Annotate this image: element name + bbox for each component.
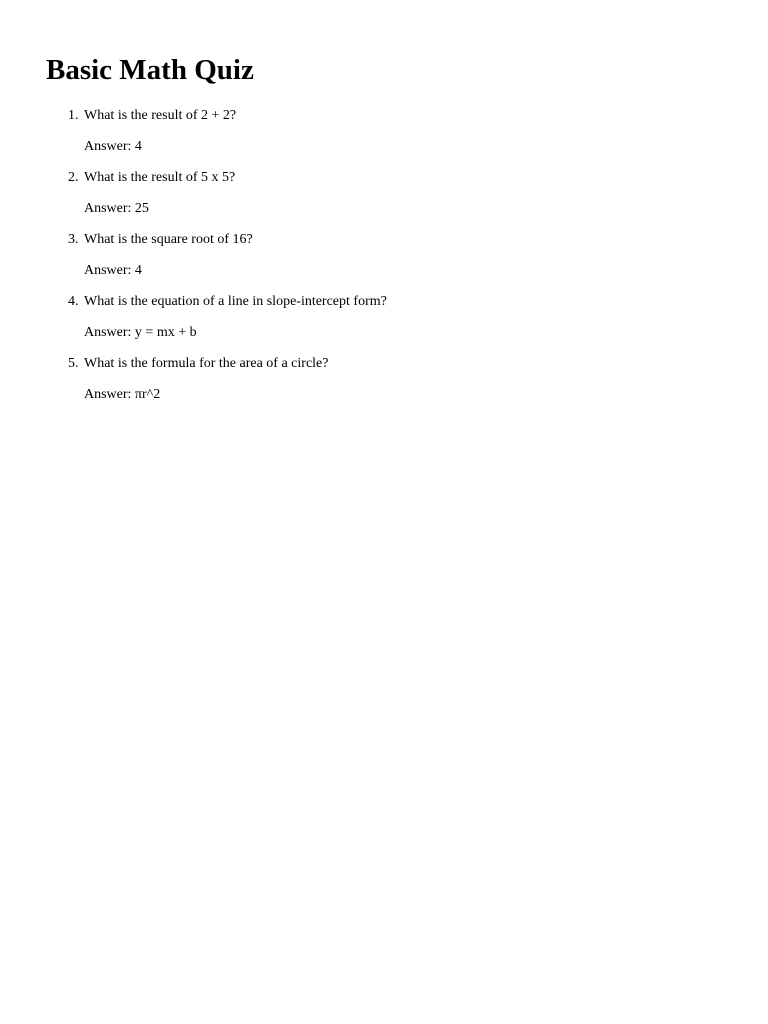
question-number: 5. [68,356,79,371]
question-text: What is the result of 2 + 2? [84,108,237,123]
answer-text: Answer: 25 [84,201,149,216]
answer-text: Answer: 4 [84,263,142,278]
answer-text: Answer: πr^2 [84,387,161,402]
question-number: 1. [68,108,79,123]
question-text: What is the formula for the area of a circle? [84,356,329,371]
question-number: 3. [68,232,79,247]
page-title: Basic Math Quiz [46,54,254,86]
answer-text: Answer: y = mx + b [84,325,197,340]
answer-text: Answer: 4 [84,139,142,154]
question-text: What is the square root of 16? [84,232,253,247]
question-text: What is the equation of a line in slope-intercept form? [84,294,387,309]
question-number: 2. [68,170,79,185]
question-number: 4. [68,294,79,309]
question-text: What is the result of 5 x 5? [84,170,236,185]
